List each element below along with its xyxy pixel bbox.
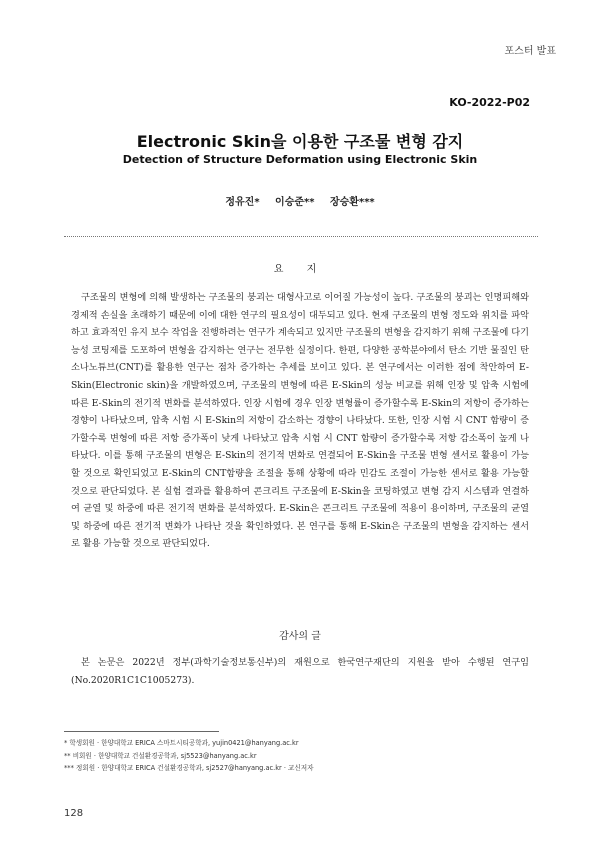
author-name: 이승준**: [275, 197, 315, 208]
page-subtitle: Detection of Structure Deformation using Electronic Skin: [122, 153, 478, 166]
dotted-divider: [64, 236, 538, 237]
acknowledgment-heading: 감사의 글: [279, 631, 321, 642]
footnote: * 학생회원 · 한양대학교 ERICA 스마트시티공학과, yujin0421@hanyang.ac.kr: [64, 739, 299, 747]
section-label: 포스터 발표: [504, 46, 556, 57]
footnote-rule: [64, 731, 219, 732]
abstract-body: 구조물의 변형에 의해 발생하는 구조물의 붕괴는 대형사고로 이어질 가능성이 높다. 구조물의 붕괴는 인명피해와 경제적 손실을 초래하기 때문에 이에 대한 연구의 필요성이 대두되고 있다. 현재 구조물의 변형 정도와 위치를 파악하고 효과적인 유지 보수 작업을 진행하려는 연구가 계속되고 있지만 구조물의 변형을 감지하기 위해 구조물에 다기능성 코팅제를 도포하여 변형을 감지하는 연구는 전무한 실정이다. 한편, 다양한 공학분야에서 탄소 기반 물질인 탄소나노튜브(CNT)를 활용한 연구는 점차 증가하는 추세를 보이고 있다. 본 연구에서는 이러한 점에 착안하여 E-Skin(Electronic skin)을 개발하였으며, 구조물의 변형에 따른 E-Skin의 성능 비교를 위해 인장 및 압축 시험에 따른 E-Skin의 전기적 변화를 분석하였다. 인장 시험에 경우 인장 변형률이 증가할수록 E-Skin의 저항이 증가하는 경향이 나타났으며, 압축 시험 시 E-Skin의 저항이 감소하는 경향이 나타났다. 또한, 인장 시험 시 CNT 함량이 증가할수록 변형에 따른 저항 증가폭이 낮게 나타났고 압축 시험 시 CNT 함량이 증가할수록 저항 감소폭이 높게 나타났다. 이를 통해 구조물의 변형은 E-Skin의 전기적 변화로 연결되어 E-Skin을 구조물 변형 센서로 활용이 가능할 것으로 확인되었고 E-Skin의 CNT함량을 조절을 통해 상황에 따라 민감도 조절이 가능한 센서로 활용 가능할 것으로 판단되었다. 본 실험 결과를 활용하여 콘크리트 구조물에 E-Skin을 코팅하였고 변형 감지 시스템과 연결하여 균열 및 하중에 따른 전기적 변화를 분석하였다. E-Skin은 콘크리트 구조물에 적용이 용이하며, 구조물의 균열 및 하중에 따른 전기적 변화가 나타난 것을 확인하였다. 본 연구를 통해 E-Skin은 구조물의 변형을 감지하는 센서로 활용 가능할 것으로 판단되었다.: [71, 292, 530, 550]
footnote: *** 정회원 · 한양대학교 ERICA 건설환경공학과, sj2527@hanyang.ac.kr · 교신저자: [64, 764, 314, 773]
acknowledgment-body: 본 논문은 2022년 정부(과학기술정보통신부)의 재원으로 한국연구재단의 지원을 받아 수행된 연구임 (No.2020R1C1C1005273).: [71, 657, 529, 686]
page-number: 128: [64, 808, 84, 819]
author-name: 장승환***: [329, 197, 375, 208]
abstract-heading: 요 지: [273, 264, 327, 275]
footnote: ** 비회원 · 한양대학교 건설환경공학과, sj5523@hanyang.ac.kr: [64, 751, 257, 760]
page-title: Electronic Skin을 이용한 구조물 변형 감지: [136, 132, 464, 151]
footnotes: [64, 737, 544, 775]
author-list: [0, 193, 600, 208]
paper-code: KO-2022-P02: [449, 96, 530, 109]
author-name: 정유진*: [225, 197, 260, 208]
